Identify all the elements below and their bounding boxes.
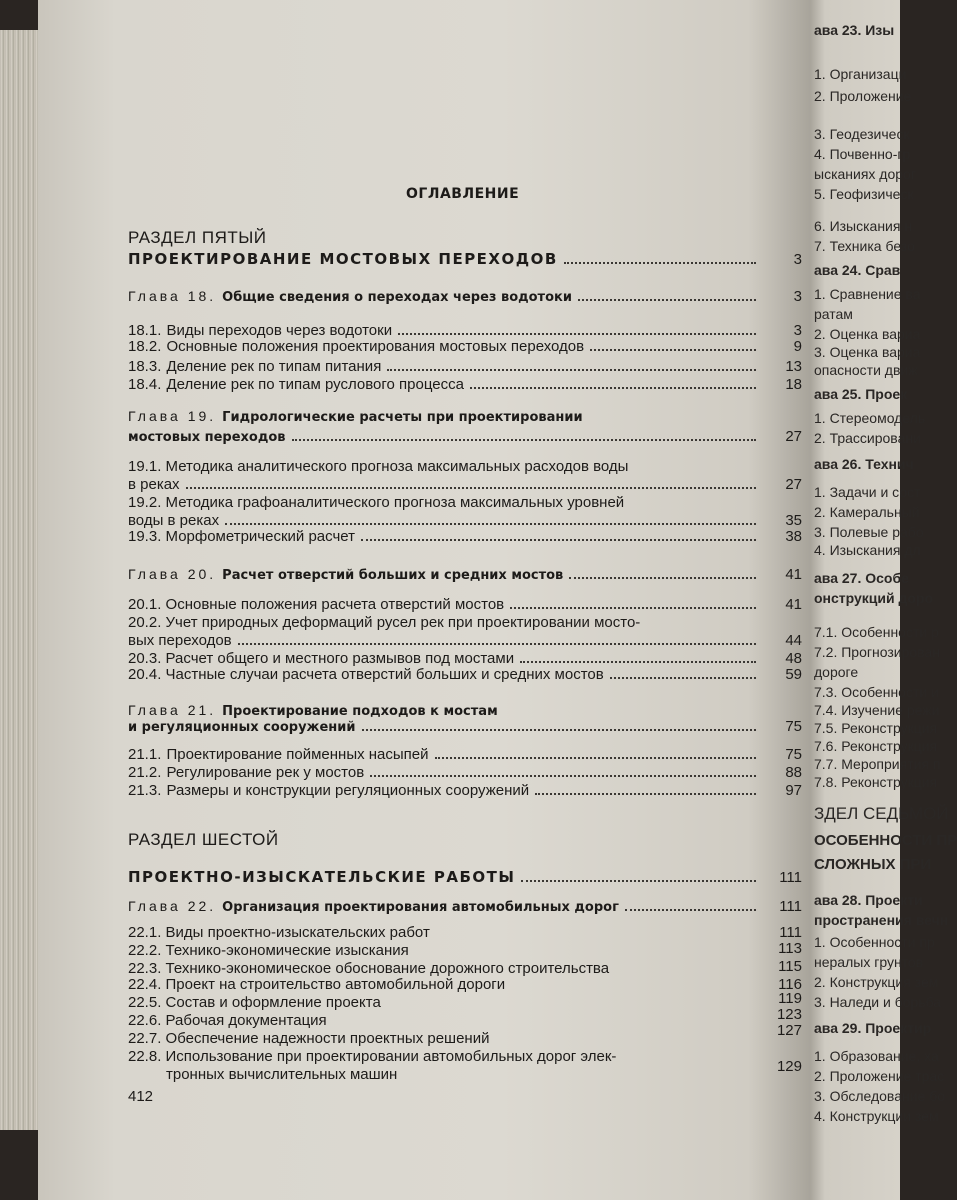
page-number: 59 — [785, 666, 802, 683]
toc-chapter-row — [128, 718, 802, 735]
adjacent-page-line: ава 28. Проекти — [814, 892, 923, 908]
toc-entry-row — [128, 762, 802, 781]
dot-leader — [569, 577, 756, 579]
toc-entry-row — [128, 512, 802, 529]
page-number: 97 — [785, 782, 802, 799]
toc-entry-line: 19.1. Методика аналитического прогноза максимальных расходов воды — [128, 458, 629, 475]
chapter-title: Организация проектирования автомобильных дорог — [222, 900, 619, 915]
toc-entry-line: 22.8. Использование при проектировании автомобильных дорог элек- — [128, 1048, 617, 1065]
adjacent-page-line: нералых грунтов — [814, 954, 924, 970]
adjacent-page-line: 7.4. Изучение режи — [814, 702, 940, 718]
adjacent-page-line: 4. Конструкции зем — [814, 1108, 939, 1124]
toc-chapter-row — [128, 288, 802, 305]
entry-text: 20.4. Частные случаи расчета отверстий больших и средних мостов — [128, 666, 604, 683]
entry-text: в реках — [128, 476, 180, 493]
adjacent-page-line: ава 24. Срав — [814, 262, 901, 278]
chapter-label: Глава 21. — [128, 702, 217, 718]
page-number: 113 — [778, 940, 802, 957]
toc-entry-row — [128, 650, 802, 667]
section-label: РАЗДЕЛ ПЯТЫЙ — [128, 228, 267, 247]
toc-entry-line: 22.1. Виды проектно-изыскательских работ — [128, 924, 430, 941]
entry-number: 18.2. — [128, 338, 162, 355]
adjacent-page-line: ава 26. Технич — [814, 456, 914, 472]
dot-leader — [535, 793, 756, 795]
adjacent-page-line: ава 25. Проек — [814, 386, 908, 402]
dot-leader — [564, 262, 756, 264]
entry-text: 20.1. Основные положения расчета отверстий мостов — [128, 596, 505, 613]
adjacent-page-line: 6. Изыскания н — [814, 218, 913, 234]
adjacent-page-line: 2. Проложение трас — [814, 1068, 945, 1084]
entry-number: 18.1. — [128, 322, 162, 339]
page-number: 115 — [778, 958, 802, 975]
toc-entry-row — [128, 632, 802, 649]
adjacent-page-line: 1. Организаци — [814, 66, 907, 82]
adjacent-page-line: СЛОЖНЫХ ПРИ — [814, 856, 932, 873]
toc-part-row — [128, 250, 802, 268]
toc-entry-line: 22.5. Состав и оформление проекта — [128, 994, 381, 1011]
toc-entry-line: 22.2. Технико-экономические изыскания — [128, 942, 409, 959]
chapter-title: Проектирование подходов к мостам — [222, 704, 498, 719]
adjacent-page-line: ысканиях дорог — [814, 166, 916, 182]
page-number: 9 — [793, 338, 802, 355]
page-number: 35 — [785, 512, 802, 529]
toc-entry-row — [128, 528, 802, 545]
entry-text: 20.3. Расчет общего и местного размывов под мостами — [128, 650, 515, 667]
page-number: 3 — [793, 322, 802, 339]
adjacent-page-line: ава 27. Особе — [814, 570, 909, 586]
toc-entry-line: 22.6. Рабочая документация — [128, 1012, 327, 1029]
toc-entry-row — [128, 596, 802, 613]
adjacent-page-line: 4. Почвенно-гр — [814, 146, 911, 162]
chapter-label: Глава 19. — [128, 408, 217, 424]
toc-entry-line: 20.2. Учет природных деформаций русел рек при проектировании мосто- — [128, 614, 641, 631]
adjacent-page-line: 3. Наледи и борьба — [814, 994, 942, 1010]
adjacent-page-line: онструкций доро — [814, 590, 934, 606]
adjacent-page-line: 1. Сравнение ва — [814, 286, 921, 302]
adjacent-page-line: 1. Задачи и сост — [814, 484, 921, 500]
adjacent-page-line: опасности движ — [814, 362, 918, 378]
entry-number: 21.1. — [128, 746, 162, 763]
dot-leader — [362, 729, 757, 731]
page-number: 111 — [779, 869, 802, 886]
dot-leader — [387, 369, 756, 371]
adjacent-page-line: дороге — [814, 664, 859, 680]
chapter-title: Расчет отверстий больших и средних мостов — [222, 568, 564, 583]
chapter-title: и регуляционных сооружений — [128, 720, 356, 735]
toc-entry-row — [128, 476, 802, 493]
page-number: 27 — [785, 428, 802, 445]
entry-text: Регулирование рек у мостов — [166, 764, 365, 781]
chapter-label: Глава 22. — [128, 898, 217, 914]
page-number: 48 — [785, 650, 802, 667]
toc-entry-line: 22.4. Проект на строительство автомобильной дороги — [128, 976, 506, 993]
dot-leader — [520, 661, 756, 663]
toc-entry-row — [128, 374, 802, 393]
adjacent-page-line: 2. Конструкция зем — [814, 974, 939, 990]
toc-entry-line: 22.7. Обеспечение надежности проектных решений — [128, 1030, 490, 1047]
dot-leader — [370, 775, 756, 777]
adjacent-page-line: ОСОБЕННОСТИ ПР — [814, 832, 957, 849]
chapter-title: Гидрологические расчеты при проектировании — [222, 410, 583, 425]
toc-entry-line: 19.2. Методика графоаналитического прогноза максимальных уровней — [128, 494, 625, 511]
dot-leader — [225, 523, 756, 525]
dot-leader — [590, 349, 756, 351]
adjacent-page-line: 1. Образование, ха — [814, 1048, 939, 1064]
dot-leader — [238, 643, 756, 645]
adjacent-page-line: 4. Изыскания дл — [814, 542, 921, 558]
dot-leader — [470, 387, 756, 389]
page-number: 75 — [785, 746, 802, 763]
toc-chapter-row — [128, 566, 802, 583]
page-number: 111 — [779, 898, 802, 915]
entry-text: Размеры и конструкции регуляционных сооружений — [166, 782, 530, 799]
toc-entry-line: тронных вычислительных машин — [166, 1066, 398, 1083]
page-number: 123 — [776, 1006, 802, 1023]
toc-entry-line: 22.3. Технико-экономическое обоснование дорожного строительства — [128, 960, 610, 977]
toc-part-row — [128, 868, 802, 886]
adjacent-page-line: 2. Оценка вариа — [814, 326, 921, 342]
adjacent-page-line: ЗДЕЛ СЕДЬМОЙ — [814, 804, 949, 823]
adjacent-page-line: 7.3. Особенности и — [814, 684, 939, 700]
toc-chapter-row — [128, 898, 802, 915]
folio-page-number: 412 — [128, 1088, 154, 1105]
entry-text: Основные положения проектирования мостовых переходов — [166, 338, 585, 355]
page-number: 116 — [778, 976, 802, 993]
toc-chapter-title-line — [128, 408, 583, 425]
adjacent-page-line: 3. Оценка вариа — [814, 344, 921, 360]
dot-leader — [521, 880, 756, 882]
page-number: 3 — [793, 251, 802, 268]
part-title: ПРОЕКТИРОВАНИЕ МОСТОВЫХ ПЕРЕХОДОВ — [128, 250, 558, 268]
entry-text: Проектирование пойменных насыпей — [166, 746, 429, 763]
adjacent-page-line: ава 23. Изы — [814, 22, 895, 38]
page-number: 13 — [785, 358, 802, 375]
entry-text: 19.3. Морфометрический расчет — [128, 528, 355, 545]
adjacent-page-line: ратам — [814, 306, 853, 322]
page-number: 18 — [785, 376, 802, 393]
adjacent-page-line: 1. Стереомодель — [814, 410, 926, 426]
entry-number: 21.2. — [128, 764, 162, 781]
page-number: 119 — [778, 990, 802, 1007]
page-number: 38 — [785, 528, 802, 545]
adjacent-page-line: 3. Геодезическ — [814, 126, 910, 142]
entry-text: Виды переходов через водотоки — [166, 322, 393, 339]
toc-entry-row — [128, 744, 802, 763]
page-number: 3 — [793, 288, 802, 305]
entry-text: Деление рек по типам питания — [166, 358, 382, 375]
adjacent-page-line: 7. Техника безо — [814, 238, 915, 254]
toc-entry-row — [128, 336, 802, 355]
adjacent-page — [800, 0, 957, 1200]
adjacent-page-line: 5. Геофизическ — [814, 186, 914, 202]
toc-heading: ОГЛАВЛЕНИЕ — [406, 186, 520, 202]
page-number: 88 — [785, 764, 802, 781]
chapter-label: Глава 20. — [128, 566, 217, 582]
dot-leader — [610, 677, 756, 679]
adjacent-page-line: 7.5. Реконструкция — [814, 720, 938, 736]
chapter-title: мостовых переходов — [128, 430, 286, 445]
entry-number: 18.4. — [128, 376, 162, 393]
adjacent-page-line: пространения вечн — [814, 912, 949, 928]
dot-leader — [625, 909, 756, 911]
entry-text: Деление рек по типам руслового процесса — [166, 376, 464, 393]
dot-leader — [510, 607, 756, 609]
page-number: 75 — [785, 718, 802, 735]
dot-leader — [186, 487, 756, 489]
adjacent-page-line: 7.1. Особенности р — [814, 624, 939, 640]
page-number: 44 — [785, 632, 802, 649]
page-number: 27 — [785, 476, 802, 493]
adjacent-page-line: 7.2. Прогнозирован — [814, 644, 940, 660]
adjacent-page-line: 3. Обследование бо — [814, 1088, 946, 1104]
section-label: РАЗДЕЛ ШЕСТОЙ — [128, 830, 279, 849]
dot-leader — [578, 299, 756, 301]
chapter-label: Глава 18. — [128, 288, 217, 304]
dot-leader — [292, 439, 756, 441]
adjacent-page-line: 7.7. Мероприятия п — [814, 756, 941, 772]
toc-entry-row — [128, 780, 802, 799]
page-number: 127 — [776, 1022, 802, 1039]
entry-number: 18.3. — [128, 358, 162, 375]
adjacent-page-line: 7.6. Реконструкция — [814, 738, 938, 754]
adjacent-page-line: ава 29. Проектир — [814, 1020, 932, 1036]
chapter-title: Общие сведения о переходах через водотоки — [222, 290, 572, 305]
toc-entry-row — [128, 356, 802, 375]
adjacent-page-line: 7.8. Реконструкция — [814, 774, 938, 790]
adjacent-page-line: 1. Особенности пр — [814, 934, 935, 950]
entry-text: вых переходов — [128, 632, 232, 649]
adjacent-page-line: 2. Трассировани — [814, 430, 921, 446]
toc-chapter-title-line — [128, 702, 498, 719]
adjacent-page-line: 2. Камеральный — [814, 504, 920, 520]
entry-number: 21.3. — [128, 782, 162, 799]
toc-chapter-row — [128, 428, 802, 445]
toc-entry-row — [128, 666, 802, 683]
adjacent-page-line: 2. Проложение — [814, 88, 912, 104]
dot-leader — [435, 757, 756, 759]
entry-text: воды в реках — [128, 512, 220, 529]
dot-leader — [361, 539, 756, 541]
part-title: ПРОЕКТНО-ИЗЫСКАТЕЛЬСКИЕ РАБОТЫ — [128, 868, 516, 886]
page-number: 41 — [785, 566, 802, 583]
page-number: 129 — [776, 1058, 802, 1075]
adjacent-page-line: 3. Полевые рабо — [814, 524, 924, 540]
page-number: 111 — [779, 924, 802, 941]
page-number: 41 — [785, 596, 802, 613]
dot-leader — [398, 333, 756, 335]
